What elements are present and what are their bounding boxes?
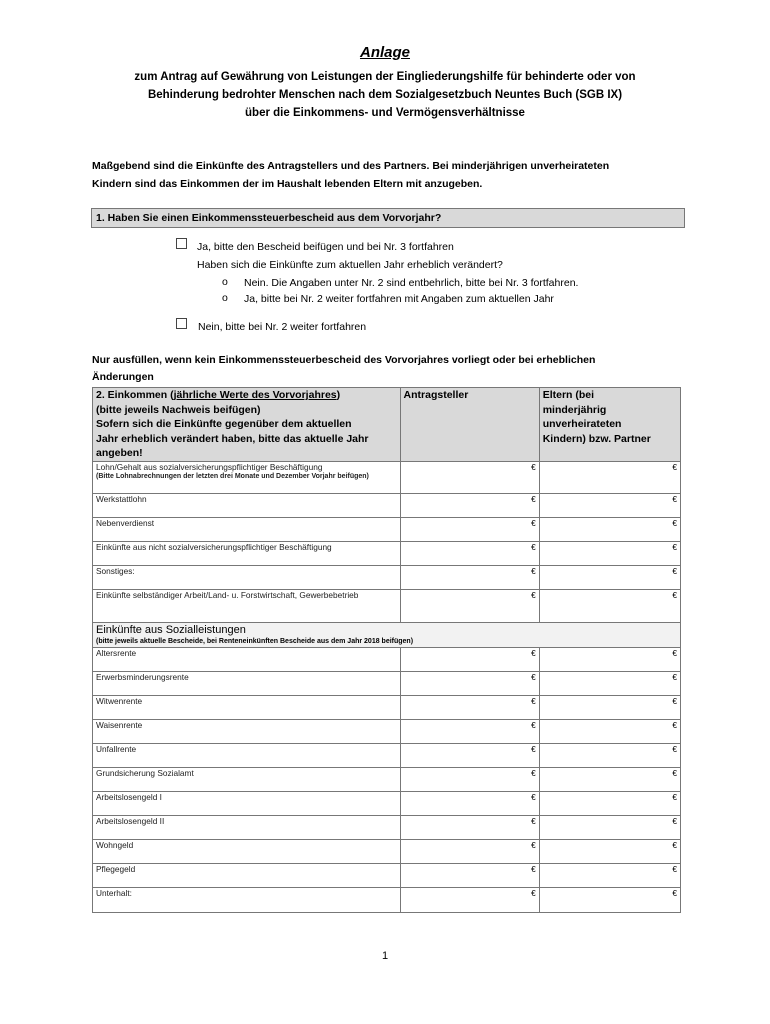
question-1-heading: 1. Haben Sie einen Einkommenssteuerbescheid aus dem Vorvorjahr? — [91, 208, 685, 228]
row-label-alg1: Arbeitslosengeld I — [93, 791, 401, 815]
note-line-2: Änderungen — [92, 371, 154, 383]
row-label-wohngeld: Wohngeld — [93, 839, 401, 863]
applicant-amount-field[interactable]: € — [400, 815, 539, 839]
note-line-1: Nur ausfüllen, wenn kein Einkommenssteuerbescheid des Vorvorjahres vorliegt oder bei erheblichen — [92, 354, 596, 366]
income-table — [92, 387, 681, 913]
table-row — [93, 863, 681, 887]
table-header-row — [93, 388, 681, 462]
row-label-waisenrente: Waisenrente — [93, 719, 401, 743]
followup-question: Haben sich die Einkünfte zum aktuellen Jahr erheblich verändert? — [197, 259, 503, 271]
section-heading — [93, 622, 681, 647]
applicant-amount-field[interactable]: € — [400, 589, 539, 622]
partner-amount-field[interactable]: € — [539, 647, 680, 671]
partner-amount-field[interactable]: € — [539, 517, 680, 541]
applicant-amount-field[interactable]: € — [400, 791, 539, 815]
partner-amount-field[interactable]: € — [539, 743, 680, 767]
row-label-erwerbsminderungsrente: Erwerbsminderungsrente — [93, 671, 401, 695]
table-row — [93, 815, 681, 839]
subtitle-line-1: zum Antrag auf Gewährung von Leistungen der Eingliederungshilfe für behinderte oder von — [134, 71, 636, 83]
partner-amount-field[interactable]: € — [539, 839, 680, 863]
applicant-amount-field[interactable]: € — [400, 671, 539, 695]
partner-amount-field[interactable]: € — [539, 767, 680, 791]
row-label-pflegegeld: Pflegegeld — [93, 863, 401, 887]
applicant-amount-field[interactable]: € — [400, 839, 539, 863]
row-label-nebenverdienst: Nebenverdienst — [93, 517, 401, 541]
row-label-witwenrente: Witwenrente — [93, 695, 401, 719]
option-no-label: Nein, bitte bei Nr. 2 weiter fortfahren — [198, 321, 367, 333]
partner-amount-field[interactable]: € — [539, 863, 680, 887]
row-label-lohn: Lohn/Gehalt aus sozialversicherungspflichtiger Beschäftigung (Bitte Lohnabrechnungen der letzten drei Monate und Dezember Vorjahr beifügen) — [93, 461, 401, 493]
table-row — [93, 493, 681, 517]
partner-amount-field[interactable]: € — [539, 461, 680, 493]
sub-option-no: Nein. Die Angaben unter Nr. 2 sind entbehrlich, bitte bei Nr. 3 fortfahren. — [244, 277, 579, 289]
applicant-amount-field[interactable]: € — [400, 695, 539, 719]
applicant-amount-field[interactable]: € — [400, 541, 539, 565]
table-row — [93, 565, 681, 589]
header-income-column: 2. Einkommen (jährliche Werte des Vorvorjahres) (bitte jeweils Nachweis beifügen) Sofern sich die Einkünfte gegenüber dem aktuellen Jahr erheblich verändert haben, bitte das aktuelle Jahr angeben! — [93, 388, 401, 462]
applicant-amount-field[interactable]: € — [400, 743, 539, 767]
partner-amount-field[interactable]: € — [539, 589, 680, 622]
table-row — [93, 767, 681, 791]
table-row — [93, 791, 681, 815]
checkbox-yes[interactable] — [176, 238, 187, 249]
row-label-unfallrente: Unfallrente — [93, 743, 401, 767]
row-label-nicht-sv: Einkünfte aus nicht sozialversicherungspflichtiger Beschäftigung — [93, 541, 401, 565]
table-row — [93, 743, 681, 767]
row-note-lohn: (Bitte Lohnabrechnungen der letzten drei Monate und Dezember Vorjahr beifügen) — [96, 472, 369, 480]
partner-amount-field[interactable]: € — [539, 565, 680, 589]
partner-amount-field[interactable]: € — [539, 791, 680, 815]
table-row — [93, 517, 681, 541]
partner-amount-field[interactable]: € — [539, 541, 680, 565]
header-year-note: jährliche Werte des Vorvorjahres — [173, 389, 337, 401]
section-note: (bitte jeweils aktuelle Bescheide, bei Renteneinkünften Bescheide aus dem Jahr 2018 beifügen) — [96, 637, 414, 645]
partner-amount-field[interactable]: € — [539, 887, 680, 912]
row-label-alg2: Arbeitslosengeld II — [93, 815, 401, 839]
subtitle-line-2: Behinderung bedrohter Menschen nach dem Sozialgesetzbuch Neuntes Buch (SGB IX) — [147, 89, 623, 101]
header-parents-column: Eltern (bei minderjährig unverheirateten Kindern) bzw. Partner — [539, 388, 680, 462]
partner-amount-field[interactable]: € — [539, 493, 680, 517]
partner-amount-field[interactable]: € — [539, 695, 680, 719]
row-label-selbstaendig: Einkünfte selbständiger Arbeit/Land- u. Forstwirtschaft, Gewerbebetrieb — [93, 589, 401, 622]
sub-option-yes: Ja, bitte bei Nr. 2 weiter fortfahren mit Angaben zum aktuellen Jahr — [244, 293, 554, 305]
section-title: Einkünfte aus Sozialleistungen — [96, 623, 246, 636]
table-row — [93, 719, 681, 743]
applicant-amount-field[interactable]: € — [400, 719, 539, 743]
applicant-amount-field[interactable]: € — [400, 863, 539, 887]
row-label-werkstattlohn: Werkstattlohn — [93, 493, 401, 517]
option-yes-label: Ja, bitte den Bescheid beifügen und bei Nr. 3 fortfahren — [197, 241, 454, 253]
bullet-icon: o — [222, 276, 228, 288]
partner-amount-field[interactable]: € — [539, 815, 680, 839]
checkbox-no[interactable] — [176, 318, 187, 329]
intro-line-1: Maßgebend sind die Einkünfte des Antragstellers und des Partners. Bei minderjährigen unverheirateten — [92, 160, 610, 172]
applicant-amount-field[interactable]: € — [400, 517, 539, 541]
header-applicant-column: Antragsteller — [400, 388, 539, 462]
table-row — [93, 671, 681, 695]
applicant-amount-field[interactable]: € — [400, 461, 539, 493]
table-row — [93, 695, 681, 719]
table-row — [93, 839, 681, 863]
subtitle-line-3: über die Einkommens- und Vermögensverhältnisse — [245, 107, 525, 119]
partner-amount-field[interactable]: € — [539, 671, 680, 695]
section-row-sozialleistungen — [93, 622, 681, 647]
table-row — [93, 887, 681, 912]
applicant-amount-field[interactable]: € — [400, 887, 539, 912]
row-label-altersrente: Altersrente — [93, 647, 401, 671]
row-label-sonstiges: Sonstiges: — [93, 565, 401, 589]
bullet-icon: o — [222, 292, 228, 304]
row-label-unterhalt: Unterhalt: — [93, 887, 401, 912]
applicant-amount-field[interactable]: € — [400, 767, 539, 791]
table-row — [93, 541, 681, 565]
intro-line-2: Kindern sind das Einkommen der im Haushalt lebenden Eltern mit anzugeben. — [92, 178, 483, 190]
applicant-amount-field[interactable]: € — [400, 565, 539, 589]
row-label-grundsicherung: Grundsicherung Sozialamt — [93, 767, 401, 791]
page-number: 1 — [381, 950, 389, 962]
applicant-amount-field[interactable]: € — [400, 647, 539, 671]
table-row — [93, 461, 681, 493]
table-row — [93, 647, 681, 671]
table-row — [93, 589, 681, 622]
applicant-amount-field[interactable]: € — [400, 493, 539, 517]
partner-amount-field[interactable]: € — [539, 719, 680, 743]
page-title: Anlage — [359, 44, 410, 61]
